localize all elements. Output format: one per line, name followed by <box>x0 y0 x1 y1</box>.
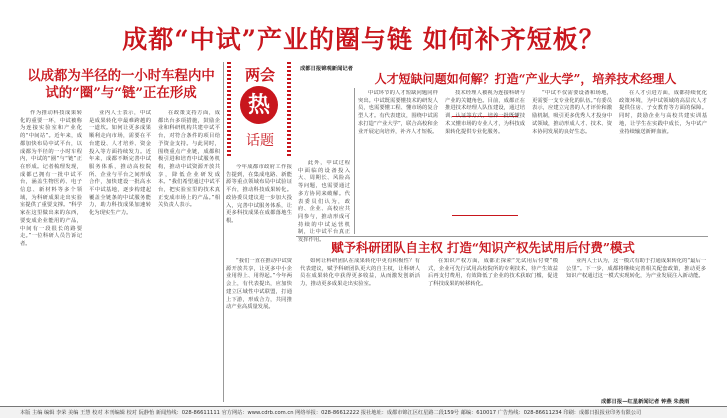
hot-topic-label-top: 两会 <box>244 66 275 84</box>
paragraph: “中试不仅需要设备和场地，更需要一支专业化的队伍。”有委员表示，应建立完善的人才评价和激励机制，吸引更多优秀人才投身中试领域，推动形成人才、技术、资本协同发展的良好生态。 <box>532 90 612 135</box>
divider <box>296 236 708 237</box>
middle-headline: 赋予科研团队自主权 打造“知识产权先试用后付费”模式 <box>331 240 635 255</box>
byline-top: 成都日报锦观新闻记者 <box>300 66 353 72</box>
article-column-8 <box>532 90 612 234</box>
paragraph: 如何让科研团队在成果转化中更有积极性？有代表建议，赋予科研团队更大的自主权，让科研人员在成果转化中获得更多收益，从而激发创新活力，推动更多成果走出实验室。 <box>300 258 420 288</box>
article-column-11 <box>428 258 558 403</box>
paragraph: 在政策支持方面，成都出台多项措施，鼓励企业和科研机构共建中试平台，对符合条件的项目给予资金支持。与此同时，围绕重点产业链，成都积极引进和培育中试服务机构，推动中试资源开放共享，降低企业研发成本。“我们希望通过中试平台，把实验室里的技术真正变成市场上的产品。”相关负责人表示。 <box>158 110 220 209</box>
left-headline: 以成都为半径的一小时车程内中试的“圈”与“链”正在形成 <box>27 68 215 101</box>
article-column-6 <box>358 90 438 234</box>
paragraph: 业内人士认为，这一模式有助于打通成果转化的“最后一公里”。下一步，成都将继续完善相关配套政策，推动更多知识产权通过这一模式实现转化，为产业发展注入新动能。 <box>566 258 706 280</box>
article-column-3 <box>158 110 220 398</box>
article-column-7 <box>445 90 525 234</box>
article-column-12 <box>566 258 706 403</box>
hot-topic-label-bottom: 话题 <box>246 133 274 149</box>
paragraph: 中试环节的人才短缺问题同样突出。中试既需要懂技术的研发人员，也需要懂工程、懂市场的复合型人才。有代表建议，围绕中试需求打造“产业大学”，联合高校和企业开展定向培养，补齐人才短板。 <box>358 90 438 135</box>
article-column-10 <box>300 258 420 403</box>
divider <box>223 62 224 402</box>
paragraph: 业内人士表示，中试是成果转化中最难跨越的一道坎。如何让更多成果顺利走向市场，需要在平台建设、人才培养、资金投入等方面持续发力。近年来，成都不断完善中试服务体系，推动高校院所、企业与平台之间形成合作，加快建设一批高水平中试基地，逐步构建起覆盖全链条的中试服务能力，助力科技成果加速转化为现实生产力。 <box>89 110 151 217</box>
right-headline: 人才短缺问题如何解？打造“产业大学”，培养技术经理人 <box>374 72 677 86</box>
paragraph: 此外，中试过程中面临的设备投入大、周期长、风险高等问题，也需要通过多方协同来破解。代表委员们认为，政府、企业、高校应共同参与，推动形成可持续的中试运营机制，让中试平台真正发挥作用。 <box>298 160 350 244</box>
paragraph: 技术经理人被视为连接科研与产业的关键角色。目前，成都正在推进技术经理人队伍建设，通过培训、认证等方式，培养一批既懂技术又懂市场的专业人才，为科技成果转化提供专业化服务。 <box>445 90 525 135</box>
paragraph: 今年成都市政府工作报告提到，在集成电路、新能源等重点领域布局中试验证平台，推动科技成果转化。政协委员建议进一步加大投入，完善中试服务体系，让更多科技成果在成都落地生根。 <box>226 164 292 224</box>
divider <box>354 88 355 234</box>
paragraph: 在人才引进方面，成都持续优化政策环境，为中试领域的高层次人才提供住房、子女教育等方面的保障。同时，鼓励企业与高校共建实训基地，让学生在实践中成长，为中试产业持续输送新鲜血液。 <box>619 90 707 135</box>
page-footer: 本版 主编 编辑 李荣 美编 王慧 校对 本刊编辑 校对 阮静怡 新闻热线：028-86611111 官方网站：www.cdrb.com.cn 网络举报：028-86612222 报社地址：成都市锦江区红星路二段159号 邮编：610017 广告热线：028-86611234 印刷：成都日报报业印务有限公司 <box>0 406 727 418</box>
page-headline: 成都“中试”产业的圈与链 如何补齐短板？ <box>122 25 605 54</box>
hot-topic-side-right <box>287 60 291 156</box>
paragraph: “我们一直在推动中试资源开放共享，让更多中小企业用得上、用得起。”今年两会上，有代表提出，应加快建立区域性中试联盟，打通上下游，形成合力，共同推动产业高质量发展。 <box>226 258 292 311</box>
paragraph: 作为推动科技成果转化的重要一环，中试被称为连接实验室和产业化的“中间站”。近年来，成都加快布局中试平台，以成都为半径的一小时车程内，中试的“圈”与“链”正在形成。记者梳理发现，成都已拥有一批中试平台，涵盖生物医药、电子信息、新材料等多个领域，为科研成果走出实验室提供了重要支撑。“科学家在这里做出来的东西，要变成企业能用的产品，中间有一段很长的路要走。”一位科研人员告诉记者。 <box>20 110 82 247</box>
paragraph: 在知识产权方面，成都正探索“先试用后付费”模式，企业可先行试用高校院所的专利技术，待产生效益后再支付费用，有效降低了企业的技术获取门槛，促进了科技成果的转移转化。 <box>428 258 558 288</box>
byline-bottom: 成都日报—红星新闻记者 钟燕 朱晨雨 <box>601 399 690 405</box>
hot-topic-side-left <box>227 60 231 156</box>
article-column-2 <box>89 110 151 398</box>
hot-topic-badge: 热 <box>240 86 278 124</box>
article-column-1 <box>20 110 82 398</box>
article-column-4b <box>226 258 292 398</box>
article-column-9 <box>619 90 707 234</box>
